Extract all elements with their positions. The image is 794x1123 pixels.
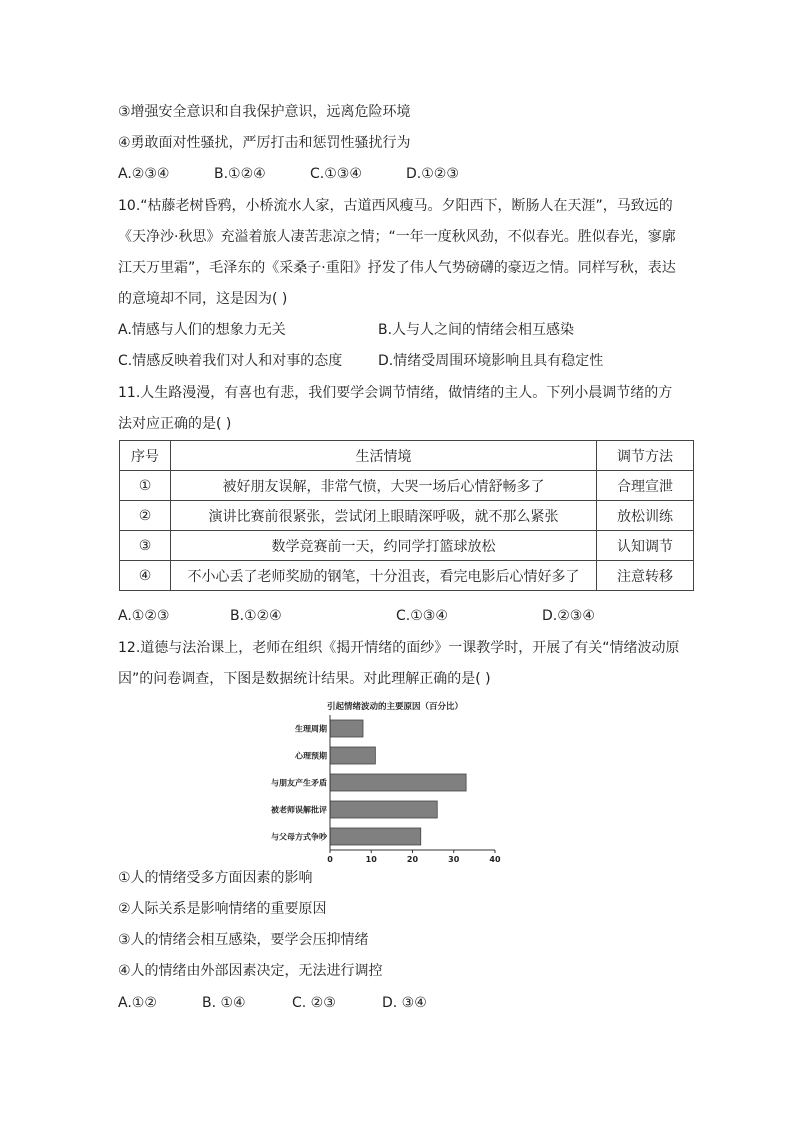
chart-category-label: 与父母方式争吵 (271, 832, 327, 842)
table-row (120, 471, 694, 501)
q10-option-b: B.人与人之间的情绪会相互感染 (378, 322, 575, 338)
row-index: ② (120, 501, 171, 531)
q11-option-d: D.②③④ (542, 608, 595, 624)
q10-options-row-2 (118, 351, 603, 371)
q11-option-b: B.①②④ (230, 608, 282, 624)
row-method: 合理宣泄 (597, 471, 694, 501)
q9-option-d: D.①②③ (406, 166, 459, 182)
chart-category-label: 心理预期 (295, 751, 327, 761)
row-index: ④ (120, 561, 171, 591)
q10-option-d: D.情绪受周围环境影响且具有稳定性 (378, 353, 604, 369)
bar-chart (250, 698, 520, 864)
chart-bar (330, 720, 363, 737)
q10-options-row-1 (118, 320, 574, 340)
q12-line-1: 12.道德与法治课上，老师在组织《揭开情绪的面纱》一课教学时，开展了有关“情绪波动原 (118, 640, 680, 656)
q12-item-2: ②人际关系是影响情绪的重要原因 (118, 901, 327, 917)
row-method: 注意转移 (597, 561, 694, 591)
q10-line-3: 江天万里霜”，毛泽东的《采桑子·重阳》抒发了伟人气势磅礴的豪迈之情。同样写秋，表达 (118, 260, 676, 276)
q9-option-b: B.①②④ (214, 166, 266, 182)
q12-option-a: A.①② (118, 995, 157, 1011)
chart-x-tick-label: 10 (365, 855, 377, 864)
row-situation: 被好朋友误解，非常气愤，大哭一场后心情舒畅多了 (171, 471, 597, 501)
chart-category-label: 与朋友产生矛盾 (271, 778, 327, 788)
q11-line-2: 法对应正确的是( ) (118, 416, 232, 432)
q9-item-4: ④勇敢面对性骚扰，严厉打击和惩罚性骚扰行为 (118, 135, 411, 151)
chart-x-tick-label: 30 (448, 855, 460, 864)
row-index: ③ (120, 531, 171, 561)
q12-option-c: C. ②③ (292, 995, 336, 1011)
q12-options (118, 993, 427, 1013)
header-situation: 生活情境 (171, 441, 597, 471)
row-method: 放松训练 (597, 501, 694, 531)
chart-x-tick-label: 20 (406, 855, 419, 864)
q10-option-c: C.情感反映着我们对人和对事的态度 (118, 353, 343, 369)
row-situation: 不小心丢了老师奖励的钢笔，十分沮丧，看完电影后心情好多了 (171, 561, 597, 591)
q10-line-2: 《天净沙·秋思》充溢着旅人凄苦悲凉之情；“一年一度秋风劲，不似春光。胜似春光，寥廓 (118, 229, 676, 245)
chart-x-tick-label: 40 (489, 855, 501, 864)
q12-item-1: ①人的情绪受多方面因素的影响 (118, 870, 313, 886)
q10-line-4: 的意境却不同，这是因为( ) (118, 291, 288, 307)
q12-line-2: 因”的问卷调查，下图是数据统计结果。对此理解正确的是( ) (118, 671, 491, 687)
q9-item-3: ③增强安全意识和自我保护意识，远离危险环境 (118, 104, 411, 120)
q11-line-1: 11.人生路漫漫，有喜也有悲，我们要学会调节情绪，做情绪的主人。下列小晨调节绪的方 (118, 385, 673, 401)
chart-category-label: 生理周期 (295, 724, 327, 734)
chart-title: 引起情绪波动的主要原因（百分比） (326, 702, 464, 712)
chart-category-label: 被老师误解批评 (271, 805, 327, 815)
table-header-row (120, 441, 694, 471)
q9-option-c: C.①③④ (310, 166, 362, 182)
chart-bar (330, 747, 375, 764)
table-row (120, 501, 694, 531)
q9-option-a: A.②③④ (118, 166, 170, 182)
header-index: 序号 (120, 441, 171, 471)
row-situation: 演讲比赛前很紧张，尝试闭上眼睛深呼吸，就不那么紧张 (171, 501, 597, 531)
chart-bar (330, 828, 421, 845)
header-method: 调节方法 (597, 441, 694, 471)
q12-option-b: B. ①④ (202, 995, 246, 1011)
table-row (120, 531, 694, 561)
q11-table (119, 440, 694, 591)
q12-item-3: ③人的情绪会相互感染，要学会压抑情绪 (118, 932, 369, 948)
chart-x-tick-label: 0 (327, 855, 333, 864)
row-index: ① (120, 471, 171, 501)
q10-option-a: A.情感与人们的想象力无关 (118, 322, 286, 338)
q11-option-a: A.①②③ (118, 608, 170, 624)
row-method: 认知调节 (597, 531, 694, 561)
q9-options (118, 164, 459, 184)
q10-line-1: 10.“枯藤老树昏鸦，小桥流水人家，古道西风瘦马。夕阳西下，断肠人在天涯”，马致远的 (118, 198, 673, 214)
q11-options (118, 606, 595, 626)
row-situation: 数学竞赛前一天，约同学打篮球放松 (171, 531, 597, 561)
q11-option-c: C.①③④ (396, 608, 448, 624)
q12-option-d: D. ③④ (382, 995, 427, 1011)
table-row (120, 561, 694, 591)
q12-item-4: ④人的情绪由外部因素决定，无法进行调控 (118, 963, 383, 979)
chart-bar (330, 774, 466, 791)
chart-bar (330, 801, 437, 818)
